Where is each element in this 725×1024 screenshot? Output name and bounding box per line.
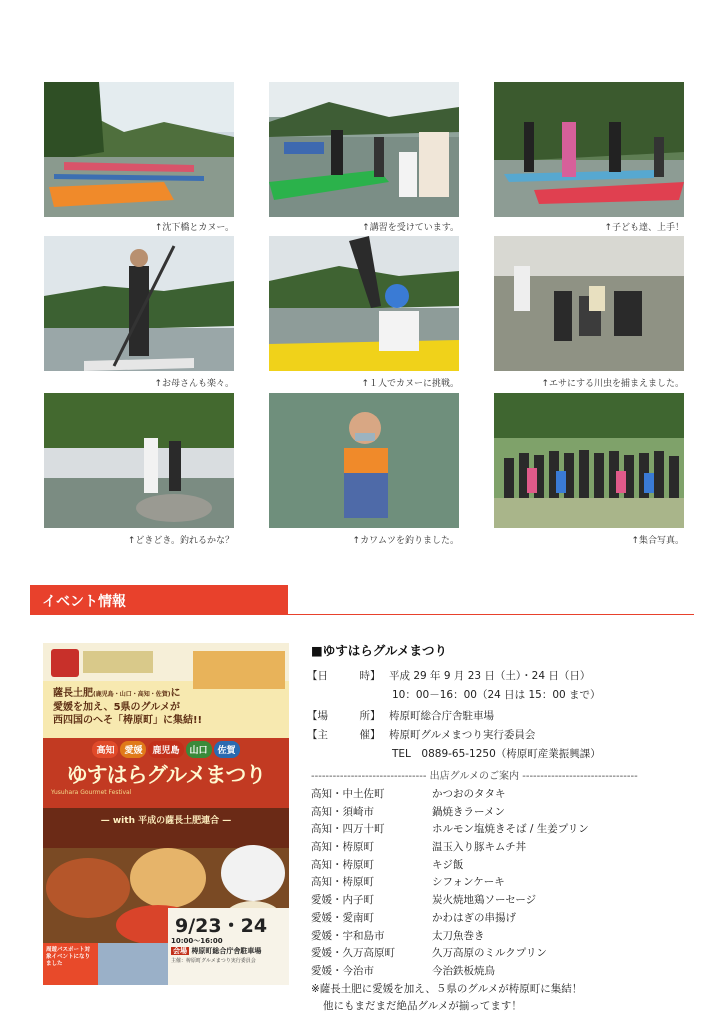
photo-image — [44, 82, 234, 217]
vendor-food: キジ飯 — [432, 858, 464, 871]
photo-caption: ↑集合写真。 — [631, 536, 684, 546]
vendor-row — [311, 874, 691, 892]
vendor-area: 愛媛・愛南町 — [311, 911, 374, 924]
vendor-row — [311, 910, 691, 928]
section-divider — [288, 614, 694, 615]
vendor-food: ホルモン塩焼きそば / 生姜プリン — [432, 823, 589, 836]
vendor-area: 高知・四万十町 — [311, 823, 385, 836]
photo-mother-sup — [44, 236, 234, 371]
photo-image — [494, 236, 684, 371]
tel-value: TEL 0889-65-1250（梼原町産業振興課） — [392, 748, 601, 760]
prefecture-badge: 佐賀 — [214, 741, 240, 758]
poster-organizer: 主催：梼原町グルメまつり実行委員会 — [171, 958, 256, 964]
poster-subtitle-en: Yusuhara Gourmet Festival — [51, 789, 132, 796]
vendor-area: 愛媛・今治市 — [311, 964, 374, 977]
vendor-row — [311, 839, 691, 857]
section-header — [30, 585, 288, 615]
vendor-food: 今治鉄板焼鳥 — [432, 964, 495, 977]
vendor-area: 愛媛・内子町 — [311, 894, 374, 907]
vendor-row — [311, 821, 691, 839]
organizer-label: 【主 催】 — [307, 729, 381, 741]
vendor-row — [311, 892, 691, 910]
vendor-area: 高知・梼原町 — [311, 876, 374, 889]
vendor-area: 愛媛・宇和島市 — [311, 929, 385, 942]
vendor-area: 高知・中土佐町 — [311, 788, 385, 800]
vendor-row — [311, 963, 691, 981]
photo-image — [44, 236, 234, 371]
poster-prefectures — [49, 741, 283, 758]
poster-headline: 薩長土肥(鹿児島・山口・高知・佐賀)に 愛媛を加え、5県のグルメが 西四国のへそ「梼原町」に集結!! — [53, 688, 203, 726]
date-label: 【日 時】 — [307, 670, 381, 682]
poster-venue: 会場 梼原町総合庁舎駐車場 — [173, 947, 262, 955]
photo-image — [494, 82, 684, 217]
vendor-food: シフォンケーキ — [432, 876, 505, 889]
vendors-divider: -------------------------------- 出店グルメのご案内 -------------------------------- — [311, 771, 638, 782]
photo-image — [269, 393, 459, 528]
vendor-food: 太刀魚巻き — [432, 929, 485, 942]
photo-kids-sup — [494, 82, 684, 217]
photo-kawamutsu — [269, 393, 459, 528]
vendor-area: 高知・須崎市 — [311, 805, 374, 818]
photo-caption: ↑沈下橋とカヌー。 — [154, 223, 234, 233]
poster-with-line: — with 平成の薩長土肥連合 — — [100, 816, 232, 826]
photo-river-insects — [494, 236, 684, 371]
prefecture-badge: 愛媛 — [120, 741, 146, 758]
prefecture-badge: 鹿児島 — [148, 741, 183, 758]
photo-caption: ↑カワムツを釣りました。 — [352, 536, 459, 546]
note-line-2: 他にもまだまだ絶品グルメが揃ってます！ — [323, 1000, 522, 1012]
section-title: イベント情報 — [42, 594, 126, 610]
vendor-food: 炭火焼地鶏ソーセージ — [432, 894, 537, 907]
date-value: 平成 29 年 9 月 23 日（土）・24 日（日） — [389, 670, 591, 682]
photo-solo-canoe — [269, 236, 459, 371]
poster-date: 9/23・24 — [175, 915, 268, 937]
vendor-row — [311, 928, 691, 946]
photo-image — [44, 393, 234, 528]
photo-chinkabashi-canoe — [44, 82, 234, 217]
prefecture-badge: 山口 — [186, 741, 212, 758]
event-title: ■ゆすはらグルメまつり — [311, 643, 448, 658]
vendor-area: 愛媛・久万高原町 — [311, 947, 395, 960]
photo-image — [269, 82, 459, 217]
event-poster — [43, 643, 289, 985]
poster-main-title: ゆすはらグルメまつり — [66, 763, 266, 787]
photo-lesson — [269, 82, 459, 217]
poster-passport-badge: 周遊パスポート対象イベントになりました — [46, 947, 91, 968]
time-value: 10：00－16：00（24 日は 15：00 まで） — [392, 689, 601, 701]
vendor-row — [311, 857, 691, 875]
photo-caption: ↑エサにする川虫を捕まえました。 — [541, 379, 684, 389]
vendor-row — [311, 786, 691, 804]
vendor-food: かわはぎの串揚げ — [432, 911, 516, 924]
place-value: 梼原町総合庁舎駐車場 — [389, 710, 494, 722]
photo-fishing-weir — [44, 393, 234, 528]
photo-caption: ↑お母さんも楽々。 — [154, 379, 234, 389]
vendor-area: 高知・梼原町 — [311, 858, 374, 871]
photo-caption: ↑子ども達、上手！ — [604, 223, 684, 233]
photo-image — [494, 393, 684, 528]
place-label: 【場 所】 — [307, 710, 381, 722]
note-line-1: ※薩長土肥に愛媛を加え、５県のグルメが梼原町に集結！ — [311, 983, 583, 995]
vendor-food: かつおのタタキ — [432, 788, 506, 800]
photo-caption: ↑１人でカヌーに挑戦。 — [361, 379, 459, 389]
photo-group — [494, 393, 684, 528]
photo-image — [269, 236, 459, 371]
photo-caption: ↑講習を受けています。 — [362, 223, 459, 233]
vendor-food: 温玉入り豚キムチ丼 — [432, 841, 527, 854]
poster-time: 10:00〜16:00 — [171, 937, 223, 945]
vendor-food: 久万高原のミルクプリン — [432, 947, 547, 960]
vendor-food: 鍋焼きラーメン — [432, 805, 505, 818]
prefecture-badge: 高知 — [92, 741, 118, 758]
organizer-value: 梼原町グルメまつり実行委員会 — [389, 729, 536, 741]
photo-caption: ↑どきどき。釣れるかな？ — [127, 536, 234, 546]
vendor-list — [311, 786, 691, 981]
vendor-row — [311, 804, 691, 822]
vendor-row — [311, 945, 691, 963]
vendor-area: 高知・梼原町 — [311, 841, 374, 854]
